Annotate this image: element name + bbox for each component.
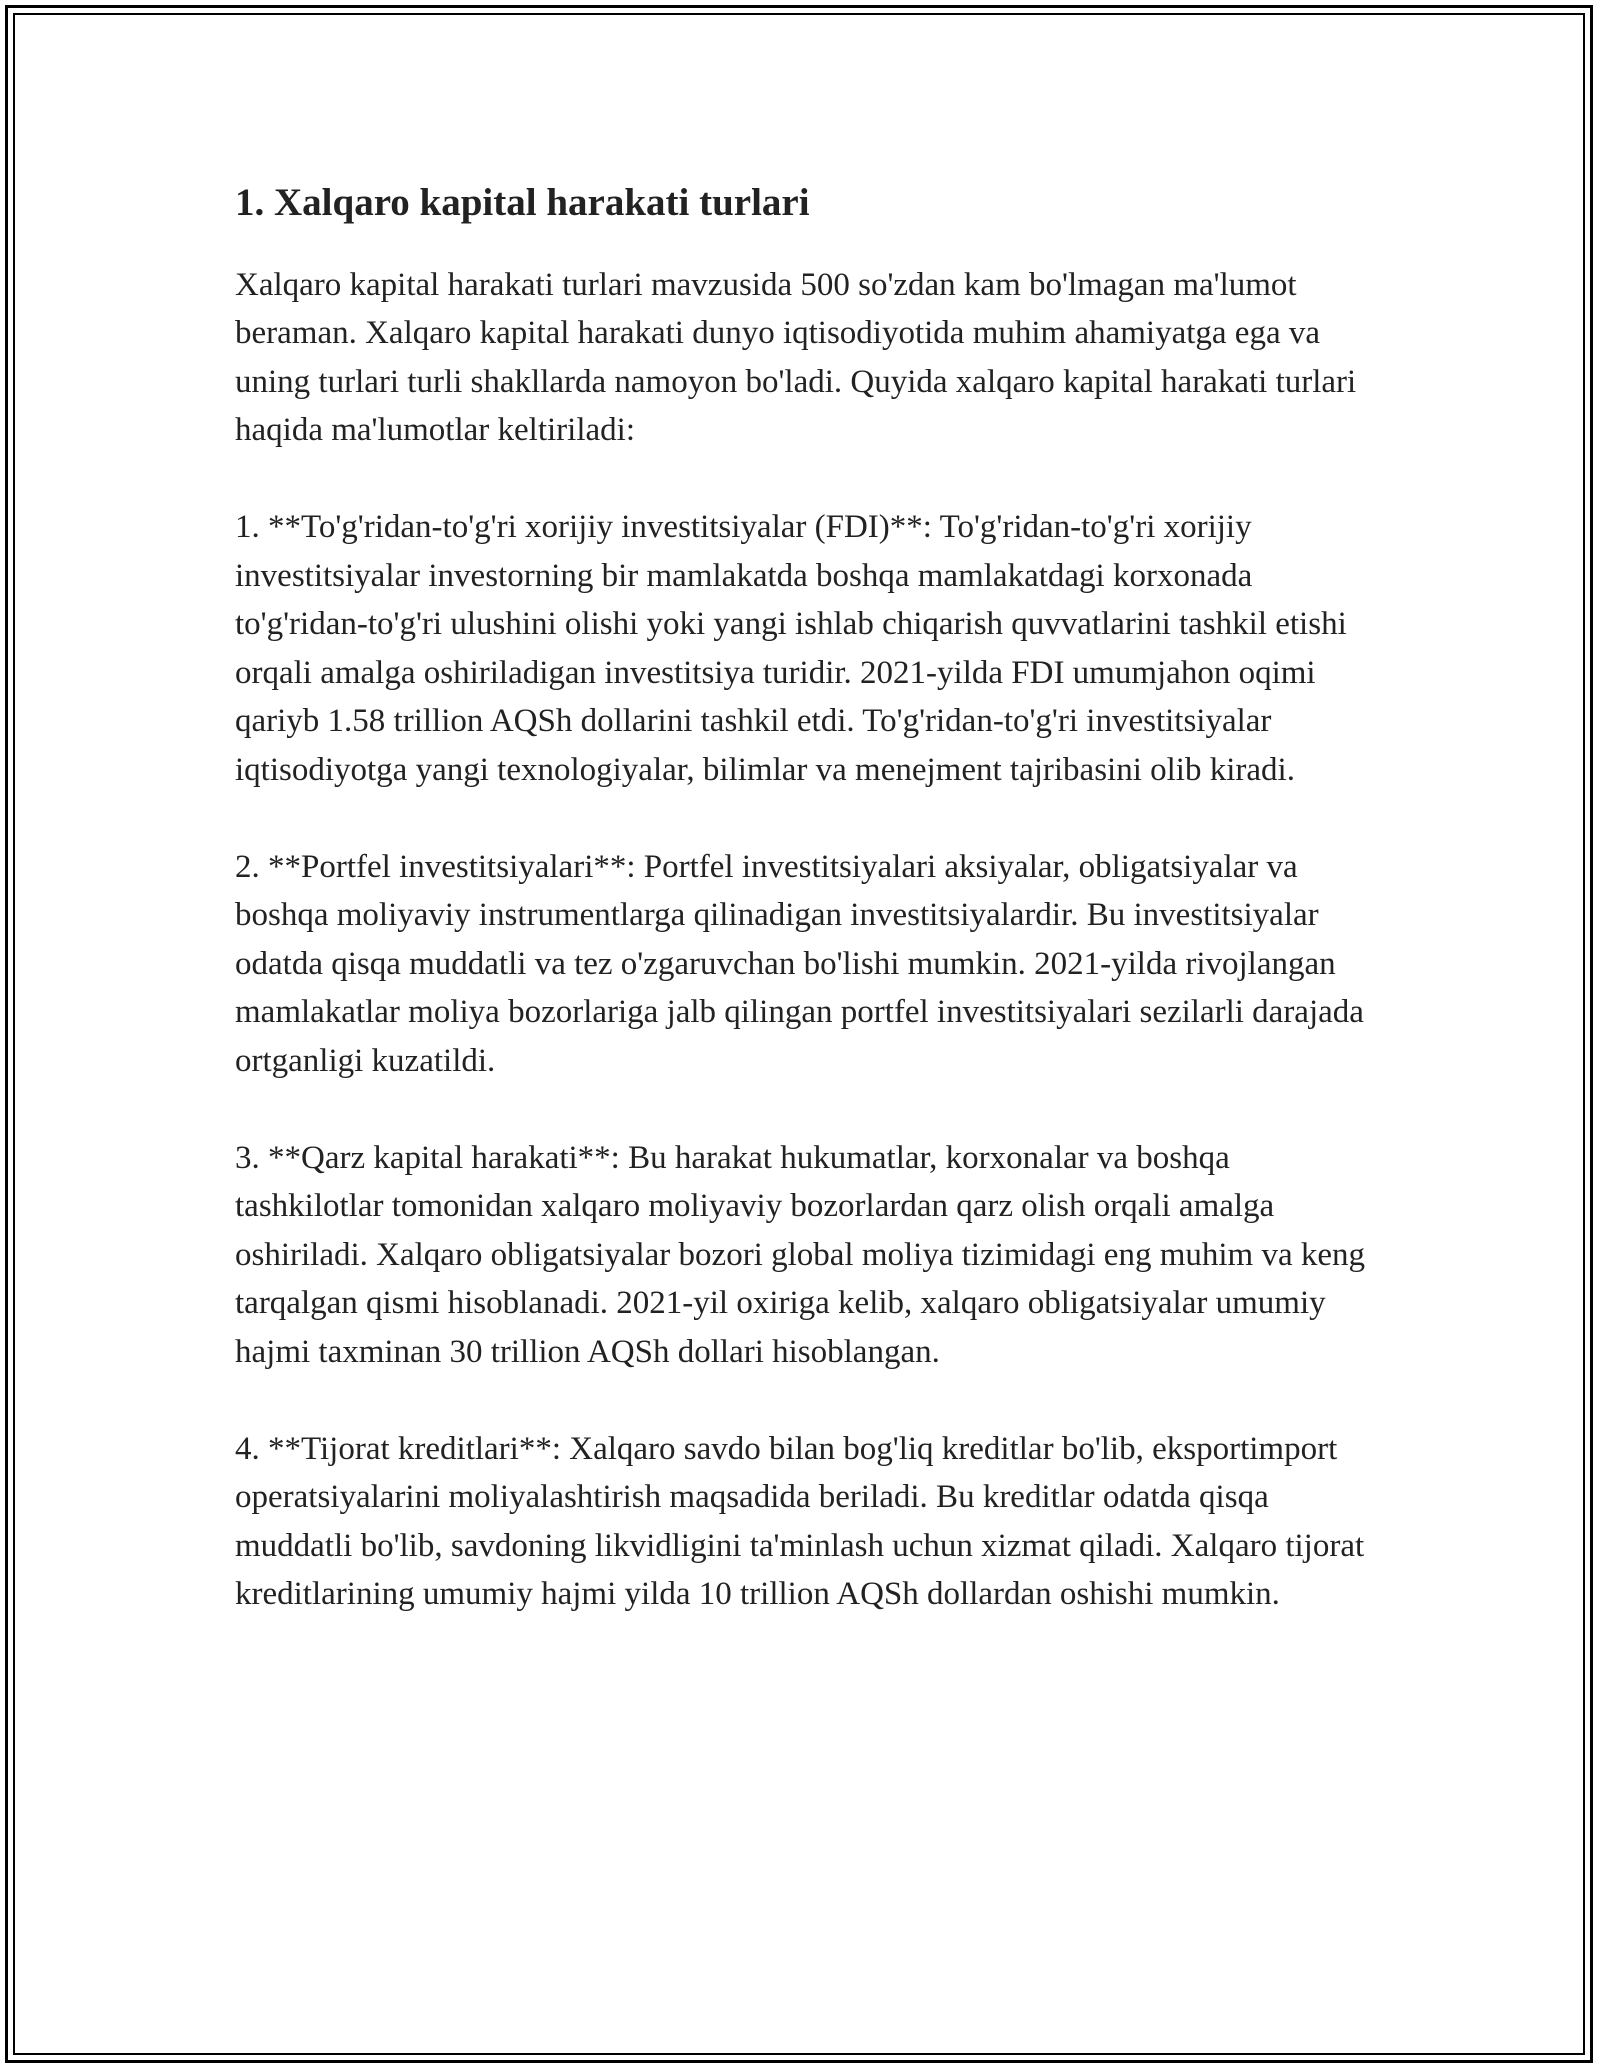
paragraph-trade-credits: 4. **Tijorat kreditlari**: Xalqaro savdo bilan bog'liq kreditlar bo'lib, eksportimport operatsiyalarini moliyalashtirish maqsadida beriladi. Bu kreditlar odatda qisqa muddatli bo'lib, savdoning likvidligini ta'minlash uchun xizmat qiladi. Xalqaro tijorat kreditlarining umumiy hajmi yilda 10 trillion AQSh dollardan oshishi mumkin. <box>235 1430 1365 1613</box>
paragraph-debt-capital: 3. **Qarz kapital harakati**: Bu harakat hukumatlar, korxonalar va boshqa tashkilotlar tomonidan xalqaro moliyaviy bozorlardan qarz olish orqali amalga oshiriladi. Xalqaro obligatsiyalar bozori global moliya tizimidagi eng muhim va keng tarqalgan qismi hisoblanadi. 2021-yil oxiriga kelib, xalqaro obligatsiyalar umumiy hajmi taxminan 30 trillion AQSh dollari hisoblangan. <box>235 1139 1365 1370</box>
paragraph-portfolio-investments: 2. **Portfel investitsiyalari**: Portfel investitsiyalari aksiyalar, obligatsiyalar va boshqa moliyaviy instrumentlarga qilinadigan investitsiyalardir. Bu investitsiyalar odatda qisqa muddatli va tez o'zgaruvchan bo'lishi mumkin. 2021-yilda rivojlangan mamlakatlar moliya bozorlariga jalb qilingan portfel investitsiyalari sezilarli darajada ortganligi kuzatildi. <box>235 848 1364 1079</box>
paragraph-fdi: 1. **To'g'ridan-to'g'ri xorijiy investitsiyalar (FDI)**: To'g'ridan-to'g'ri xorijiy investitsiyalar investorning bir mamlakatda boshqa mamlakatdagi korxonada to'g'ridan-to'g'ri ulushini olishi yoki yangi ishlab chiqarish quvvatlarini tashkil etishi orqali amalga oshiriladigan investitsiya turidir. 2021-yilda FDI umumjahon oqimi qariyb 1.58 trillion AQSh dollarini tashkil etdi. To'g'ridan-to'g'ri investitsiyalar iqtisodiyotga yangi texnologiyalar, bilimlar va menejment tajribasini olib kiradi. <box>235 509 1347 788</box>
document-body <box>235 180 1365 1619</box>
page-title: 1. Xalqaro kapital harakati turlari <box>235 181 810 224</box>
intro-paragraph: Xalqaro kapital harakati turlari mavzusida 500 so'zdan kam bo'lmagan ma'lumot beraman. Xalqaro kapital harakati dunyo iqtisodiyotida muhim ahamiyatga ega va uning turlari turli shakllarda namoyon bo'ladi. Quyida xalqaro kapital harakati turlari haqida ma'lumotlar keltiriladi: <box>235 266 1357 449</box>
